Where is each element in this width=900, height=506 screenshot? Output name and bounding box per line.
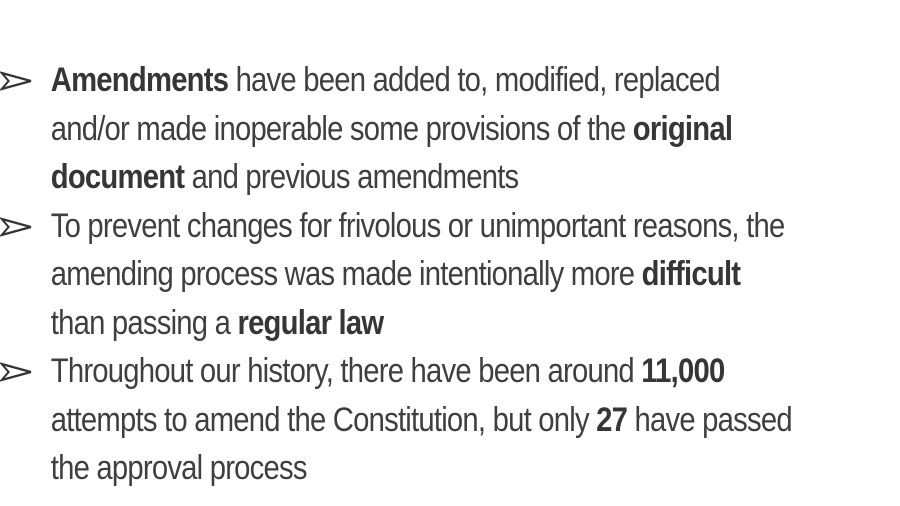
bullet-3-text-11000: 11,000	[641, 352, 725, 390]
arrowhead-right-icon	[0, 69, 34, 93]
arrowhead-right-icon	[0, 360, 34, 384]
bullet-3-text-27: 27	[596, 400, 628, 439]
bullet-3-text-part-3: attempts to amend the Constitution, but only	[50, 400, 597, 439]
bullet-2-text-regular-law: regular law	[237, 303, 384, 342]
bullet-list	[0, 56, 900, 493]
bullet-3-text-part-5: have passed the approval process	[50, 400, 792, 487]
bullet-1-text-part-2: have been added to, modified, replaced and/or made inoperable some provisions of the	[50, 61, 720, 148]
bullet-3-text-part-1: Throughout our history, there have been around	[50, 352, 642, 390]
bullet-2-text-part-1: To prevent changes for frivolous or unimportant reasons, the amending process was made intentionally more	[50, 206, 785, 293]
bullet-item	[0, 347, 808, 493]
bullet-2-text-part-3: than passing a	[50, 303, 238, 342]
arrowhead-right-icon	[0, 215, 34, 239]
bullet-1-text-amendments: Amendments	[50, 61, 229, 99]
bullet-1-text-part-4: and previous amendments	[184, 158, 519, 196]
bullet-1-text-original-document: original document	[50, 109, 733, 196]
bullet-2-text-difficult: difficult	[641, 255, 741, 293]
bullet-item	[0, 56, 808, 202]
bullet-item	[0, 202, 808, 348]
